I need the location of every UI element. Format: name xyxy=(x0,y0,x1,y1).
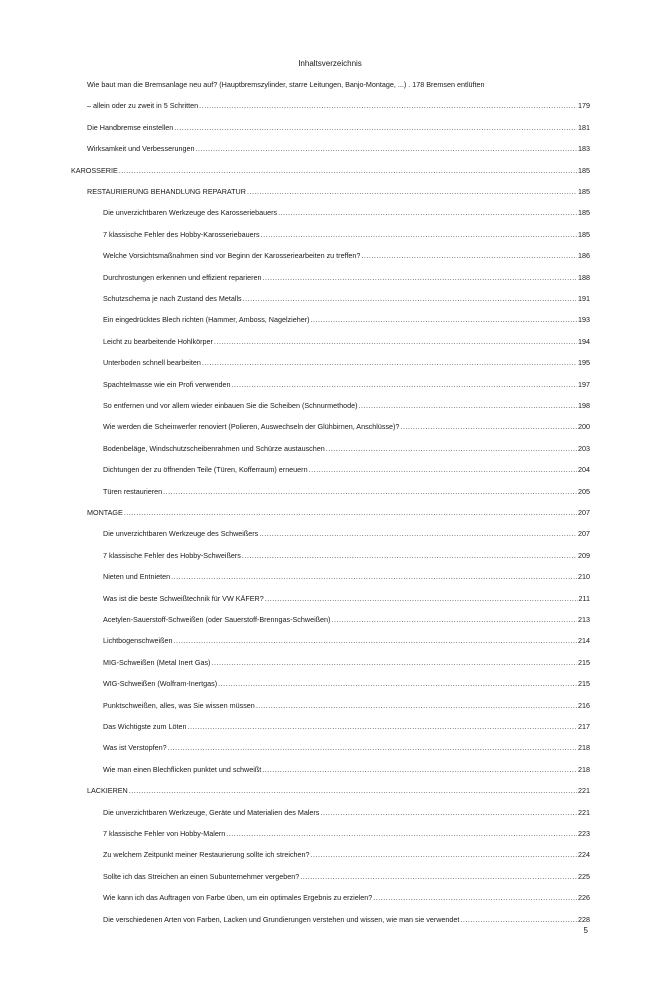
toc-dot-leader xyxy=(218,679,577,688)
toc-entry-page: 193 xyxy=(578,315,590,324)
toc-entry[interactable] xyxy=(87,187,590,196)
toc-entry-page: 200 xyxy=(578,422,590,431)
toc-dot-leader xyxy=(359,401,577,410)
toc-dot-leader xyxy=(168,743,577,752)
toc-dot-leader xyxy=(261,230,577,239)
toc-entry-title: Das Wichtigste zum Löten xyxy=(103,722,187,731)
toc-dot-leader xyxy=(188,722,578,731)
toc-entry-title: 7 klassische Fehler von Hobby-Malern xyxy=(103,829,226,838)
toc-entry[interactable] xyxy=(103,380,590,389)
toc-entry[interactable] xyxy=(103,765,590,774)
toc-dot-leader xyxy=(124,508,577,517)
toc-dot-leader xyxy=(174,636,577,645)
toc-dot-leader xyxy=(309,465,577,474)
toc-entry-title: Was ist die beste Schweißtechnik für VW KÄFER? xyxy=(103,594,264,603)
toc-entry-title: 7 klassische Fehler des Hobby-Karosseriebauers xyxy=(103,230,260,239)
toc-entry-title: Schutzschema je nach Zustand des Metalls xyxy=(103,294,242,303)
toc-dot-leader xyxy=(242,551,577,560)
toc-entry[interactable] xyxy=(103,594,590,603)
toc-dot-leader xyxy=(171,572,577,581)
toc-dot-leader xyxy=(199,101,577,110)
toc-entry-title: Dichtungen der zu öffnenden Teile (Türen, Kofferraum) erneuern xyxy=(103,465,308,474)
toc-entry[interactable] xyxy=(103,444,590,453)
toc-entry-title: Bodenbeläge, Windschutzscheibenrahmen und Schürze austauschen xyxy=(103,444,325,453)
toc-entry[interactable] xyxy=(103,915,590,924)
toc-entry-title: Die unverzichtbaren Werkzeuge des Schweißers xyxy=(103,529,259,538)
toc-entry-title: Die unverzichtbaren Werkzeuge, Geräte und Materialien des Malers xyxy=(103,808,320,817)
toc-entry-page: 191 xyxy=(578,294,590,303)
toc-entry-page: 203 xyxy=(578,444,590,453)
toc-entry[interactable] xyxy=(103,251,590,260)
toc-entry-page: 215 xyxy=(578,658,590,667)
toc-entry-title: LACKIEREN xyxy=(87,786,128,795)
toc-entry-title: Wie kann ich das Auftragen von Farbe üben, um ein optimales Ergebnis zu erzielen? xyxy=(103,893,373,902)
toc-entry-title: 7 klassische Fehler des Hobby-Schweißers xyxy=(103,551,241,560)
page-title: Inhaltsverzeichnis xyxy=(298,59,362,68)
toc-dot-leader xyxy=(247,187,577,196)
toc-entry-title: Acetylen-Sauerstoff-Schweißen (oder Sauerstoff-Brenngas-Schweißen) xyxy=(103,615,331,624)
toc-entry-page: 195 xyxy=(578,358,590,367)
toc-dot-leader xyxy=(320,808,577,817)
toc-entry-title: So entfernen und vor allem wieder einbauen Sie die Scheiben (Schnurmethode) xyxy=(103,401,358,410)
toc-entry-title: Die unverzichtbaren Werkzeuge des Karosseriebauers xyxy=(103,208,278,217)
toc-entry[interactable] xyxy=(103,893,590,902)
toc-entry[interactable] xyxy=(103,422,590,431)
toc-entry[interactable] xyxy=(87,101,590,110)
toc-entry[interactable] xyxy=(103,829,590,838)
toc-dot-leader xyxy=(231,380,577,389)
toc-entry-page: 198 xyxy=(578,401,590,410)
toc-entry[interactable] xyxy=(103,273,590,282)
toc-entry-title: Wie man einen Blechflicken punktet und schweißt xyxy=(103,765,262,774)
toc-entry[interactable] xyxy=(103,872,590,881)
toc-entry-page: 197 xyxy=(578,380,590,389)
toc-entry-title: KAROSSERIE xyxy=(71,166,118,175)
toc-entry[interactable] xyxy=(103,401,590,410)
toc-dot-leader xyxy=(262,765,577,774)
toc-entry-title: MIG-Schweißen (Metal Inert Gas) xyxy=(103,658,211,667)
toc-entry-page: 221 xyxy=(578,786,590,795)
toc-entry[interactable] xyxy=(103,337,590,346)
toc-entry-page: 185 xyxy=(578,187,590,196)
toc-entry-title: Ein eingedrücktes Blech richten (Hammer, Amboss, Nagelzieher) xyxy=(103,315,310,324)
toc-entry-title: Welche Vorsichtsmaßnahmen sind vor Beginn der Karosseriearbeiten zu treffen? xyxy=(103,251,361,260)
toc-dot-leader xyxy=(259,529,577,538)
toc-dot-leader xyxy=(311,315,577,324)
toc-dot-leader xyxy=(195,144,577,153)
toc-entry-page: 185 xyxy=(578,208,590,217)
toc-entry-title: Leicht zu bearbeitende Hohlkörper xyxy=(103,337,213,346)
toc-entry-page: 210 xyxy=(578,572,590,581)
toc-entry[interactable] xyxy=(87,786,590,795)
toc-entry[interactable] xyxy=(103,722,590,731)
toc-dot-leader xyxy=(331,615,577,624)
toc-dot-leader xyxy=(119,166,577,175)
toc-entry[interactable] xyxy=(103,529,590,538)
toc-entry-title: Zu welchem Zeitpunkt meiner Restaurierung sollte ich streichen? xyxy=(103,850,310,859)
toc-entry[interactable] xyxy=(103,701,590,710)
toc-entry-page: 181 xyxy=(578,123,590,132)
toc-dot-leader xyxy=(174,123,577,132)
toc-entry[interactable] xyxy=(103,294,590,303)
toc-dot-leader xyxy=(202,358,577,367)
toc-entry[interactable] xyxy=(103,615,590,624)
toc-entry-page: 221 xyxy=(578,808,590,817)
toc-dot-leader xyxy=(311,850,577,859)
toc-entry[interactable] xyxy=(87,508,590,517)
toc-entry-page: 216 xyxy=(578,701,590,710)
toc-entry[interactable] xyxy=(87,144,590,153)
toc-dot-leader xyxy=(265,594,578,603)
toc-entry-page: 218 xyxy=(578,743,590,752)
toc-entry[interactable] xyxy=(87,123,590,132)
toc-entry-page: 207 xyxy=(578,508,590,517)
toc-entry-title: Unterboden schnell bearbeiten xyxy=(103,358,201,367)
toc-dot-leader xyxy=(256,701,577,710)
toc-entry-title: Wie baut man die Bremsanlage neu auf? (Hauptbremszylinder, starre Leitungen, Banjo-Montage, ...) . 178 Bremsen entlüften xyxy=(87,80,485,89)
toc-entry-page: 224 xyxy=(578,850,590,859)
toc-entry-title: Lichtbogenschweißen xyxy=(103,636,173,645)
toc-entry[interactable] xyxy=(103,487,590,496)
toc-entry-page: 185 xyxy=(578,230,590,239)
toc-dot-leader xyxy=(129,786,577,795)
toc-dot-leader xyxy=(300,872,577,881)
toc-entry-page: 223 xyxy=(578,829,590,838)
toc-entry[interactable] xyxy=(103,808,590,817)
toc-entry-title: Was ist Verstopfen? xyxy=(103,743,167,752)
toc-dot-leader xyxy=(361,251,577,260)
toc-entry-title: Wie werden die Scheinwerfer renoviert (Polieren, Auswechseln der Glühbirnen, Anschlüsse)? xyxy=(103,422,400,431)
toc-entry[interactable] xyxy=(103,850,590,859)
toc-entry-page: 183 xyxy=(578,144,590,153)
toc-dot-leader xyxy=(163,487,577,496)
toc-entry-title: Türen restaurieren xyxy=(103,487,163,496)
toc-entry-title: Die Handbremse einstellen xyxy=(87,123,174,132)
toc-entry-page: 186 xyxy=(578,251,590,260)
toc-entry-title: Die verschiedenen Arten von Farben, Lacken und Grundierungen verstehen und wissen, wie man sie verwendet xyxy=(103,915,460,924)
toc-entry[interactable] xyxy=(103,658,590,667)
toc-entry-page: 225 xyxy=(578,872,590,881)
toc-entry-page: 228 xyxy=(578,915,590,924)
toc-dot-leader xyxy=(373,893,577,902)
toc-entry-page: 214 xyxy=(578,636,590,645)
toc-dot-leader xyxy=(243,294,577,303)
toc-entry-page: 226 xyxy=(578,893,590,902)
toc-dot-leader xyxy=(211,658,577,667)
toc-entry-title: Durchrostungen erkennen und effizient reparieren xyxy=(103,273,262,282)
toc-entry[interactable] xyxy=(103,315,590,324)
toc-entry-page: 209 xyxy=(578,551,590,560)
toc-entry[interactable] xyxy=(103,572,590,581)
toc-entry-page: 218 xyxy=(578,765,590,774)
toc-entry-title: – allein oder zu zweit in 5 Schritten xyxy=(87,101,199,110)
toc-entry[interactable] xyxy=(103,743,590,752)
toc-entry-title: Punktschweißen, alles, was Sie wissen müssen xyxy=(103,701,255,710)
toc-entry-title: Wirksamkeit und Verbesserungen xyxy=(87,144,195,153)
toc-dot-leader xyxy=(460,915,577,924)
toc-entry-page: 211 xyxy=(578,594,590,603)
toc-entry-title: RESTAURIERUNG BEHANDLUNG REPARATUR xyxy=(87,187,246,196)
toc-entry[interactable] xyxy=(103,358,590,367)
toc-entry-page: 204 xyxy=(578,465,590,474)
toc-entry-page: 194 xyxy=(578,337,590,346)
toc-entry-page: 205 xyxy=(578,487,590,496)
toc-entry[interactable] xyxy=(103,679,590,688)
toc-dot-leader xyxy=(278,208,577,217)
toc-entry-title: MONTAGE xyxy=(87,508,123,517)
toc-entry-page: 207 xyxy=(578,529,590,538)
toc-entry-page: 188 xyxy=(578,273,590,282)
toc-dot-leader xyxy=(400,422,577,431)
toc-dot-leader xyxy=(226,829,577,838)
toc-entry[interactable] xyxy=(103,551,590,560)
toc-entry-title: Sollte ich das Streichen an einen Subunternehmer vergeben? xyxy=(103,872,300,881)
toc-entry[interactable] xyxy=(103,230,590,239)
toc-entry-page: 213 xyxy=(578,615,590,624)
toc-entry-title: Spachtelmasse wie ein Profi verwenden xyxy=(103,380,231,389)
toc-entry-page: 185 xyxy=(578,166,590,175)
toc-entry[interactable] xyxy=(103,465,590,474)
toc-entry-title: Nieten und Entnieten xyxy=(103,572,171,581)
toc-entry-page: 217 xyxy=(578,722,590,731)
toc-entry-page: 215 xyxy=(578,679,590,688)
toc-entry[interactable] xyxy=(103,208,590,217)
toc-entry[interactable] xyxy=(103,636,590,645)
toc-dot-leader xyxy=(214,337,577,346)
toc-dot-leader xyxy=(263,273,578,282)
toc-entry-title: WIG-Schweißen (Wolfram-Inertgas) xyxy=(103,679,218,688)
page-number: 5 xyxy=(583,926,588,935)
toc-dot-leader xyxy=(326,444,577,453)
toc-entry[interactable] xyxy=(87,80,590,89)
toc-entry-page: 179 xyxy=(578,101,590,110)
toc-entry[interactable] xyxy=(71,166,590,175)
